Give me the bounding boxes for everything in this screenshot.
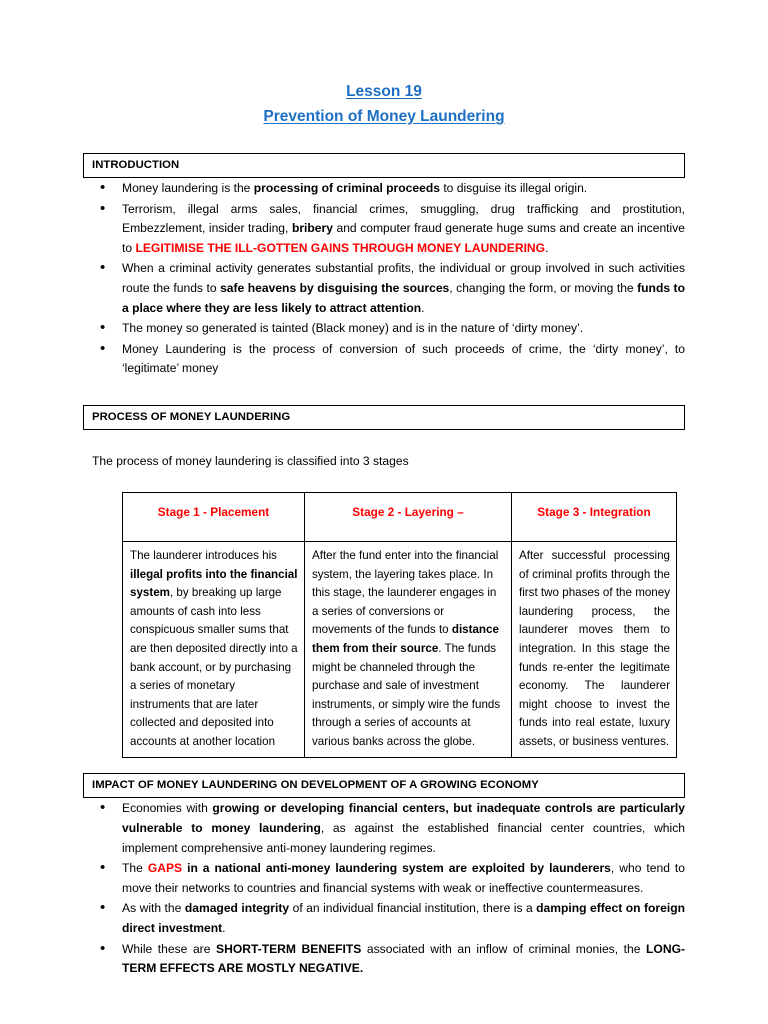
text-run: . The funds might be channeled through the purchase and sale of investment instruments, or simply wire the funds through a series of accounts at various banks across the globe.	[312, 641, 501, 748]
text-run: safe heavens by disguising the sources	[220, 280, 450, 295]
section-header-impact: IMPACT OF MONEY LAUNDERING ON DEVELOPMENT OF A GROWING ECONOMY	[83, 773, 685, 798]
document-content	[83, 80, 685, 979]
text-run: The money so generated is tainted (Black money) and is in the nature of ‘dirty money’.	[122, 321, 584, 336]
list-item	[83, 259, 685, 318]
list-item	[83, 340, 685, 379]
text-run: and computer fraud generate huge sums and create an incentive to	[122, 221, 685, 255]
text-run: associated with an inflow of criminal monies, the	[361, 941, 647, 956]
text-run: bribery	[291, 221, 333, 236]
process-intro-line: The process of money laundering is classified into 3 stages	[92, 453, 409, 468]
text-run: GAPS	[147, 861, 183, 876]
text-run: funds to a place where they are less likely to attract attention	[122, 280, 685, 315]
table-header-row	[123, 492, 677, 541]
text-run: Economies with	[122, 801, 213, 816]
text-run: The	[122, 861, 148, 876]
text-run: Terrorism, illegal arms sales, financial crimes, smuggling, drug trafficking and prostitution, Embezzlement, insider trading,	[122, 201, 685, 236]
page-title	[83, 80, 685, 129]
list-item	[83, 179, 685, 199]
text-run: , as against the established financial center countries, which implement comprehensive anti-money laundering regimes.	[122, 821, 685, 855]
table-header-stage-2: Stage 2 - Layering –	[305, 492, 512, 541]
text-run: processing of criminal proceeds	[253, 181, 440, 195]
text-run: .	[545, 240, 549, 255]
table-header-stage-1: Stage 1 - Placement	[123, 492, 305, 541]
text-run: growing or developing financial centers, but inadequate controls are particularly vulnerable to money laundering	[122, 801, 685, 836]
text-run: damping effect on foreign direct investment	[122, 901, 685, 936]
text-run: to disguise its illegal origin.	[439, 181, 588, 195]
text-run: Money laundering is the	[122, 181, 254, 195]
text-run: As with the	[122, 901, 185, 916]
text-run: , by breaking up large amounts of cash into less conspicuous smaller sums that are then deposited directly into a bank account, or by purchasing a series of monetary instruments that are later collected and deposited into accounts at another location	[130, 586, 298, 748]
text-run: LONG-TERM EFFECTS ARE MOSTLY NEGATIVE.	[122, 941, 686, 976]
text-run: After successful processing of criminal profits through the first two phases of the money laundering process, the launderer moves them to integration. In this stage the funds re-enter the legitimate economy. The launderer might choose to invest the funds into real estate, luxury assets, or business ventures.	[519, 548, 670, 748]
stages-table	[122, 492, 677, 759]
text-run: damaged integrity	[184, 901, 290, 916]
table-row	[123, 541, 677, 758]
title-line-2	[83, 105, 685, 129]
text-run: LEGITIMISE THE ILL-GOTTEN GAINS THROUGH MONEY LAUNDERING	[135, 240, 546, 255]
title-line-2-text: Prevention of Money Laundering	[263, 108, 505, 125]
table-cell-stage-3	[512, 541, 677, 758]
title-line-1	[83, 80, 685, 104]
text-run: .	[222, 921, 226, 936]
text-run: .	[421, 300, 425, 315]
text-run: The launderer introduces his	[130, 548, 277, 562]
introduction-bullet-list	[83, 179, 685, 379]
list-item	[83, 899, 685, 938]
title-line-1-text: Lesson 19	[346, 83, 422, 100]
text-run: , who tend to move their networks to countries and financial systems with weak or ineffective countermeasures.	[122, 861, 686, 895]
list-item	[83, 859, 685, 898]
text-run: of an individual financial institution, there is a	[289, 901, 537, 916]
text-run: SHORT-TERM BENEFITS	[216, 941, 362, 956]
list-item	[83, 940, 685, 979]
text-run: illegal profits into the financial system	[130, 567, 298, 600]
table-cell-stage-1	[123, 541, 305, 758]
list-item	[83, 200, 685, 259]
section-header-introduction: INTRODUCTION	[83, 153, 685, 178]
list-item	[83, 319, 685, 339]
text-run: , changing the form, or moving the	[449, 280, 638, 295]
section-header-process: PROCESS OF MONEY LAUNDERING	[83, 405, 685, 430]
text-run: distance them from their source	[312, 623, 499, 655]
table-cell-stage-2	[305, 541, 512, 758]
text-run: Money Laundering is the process of conversion of such proceeds of crime, the ‘dirty money’, to ‘legitimate’ money	[122, 341, 685, 376]
text-run: While these are	[122, 941, 217, 956]
text-run: in a national anti-money laundering system are exploited by launderers	[182, 861, 611, 876]
text-run: After the fund enter into the financial system, the layering takes place. In this stage, the launderer engages in a series of conversions or movements of the funds to	[312, 548, 499, 637]
text-run: When a criminal activity generates substantial profits, the individual or group involved in such activities route the funds to	[122, 261, 685, 295]
list-item	[83, 799, 685, 858]
table-header-stage-3: Stage 3 - Integration	[512, 492, 677, 541]
impact-bullet-list	[83, 799, 685, 978]
